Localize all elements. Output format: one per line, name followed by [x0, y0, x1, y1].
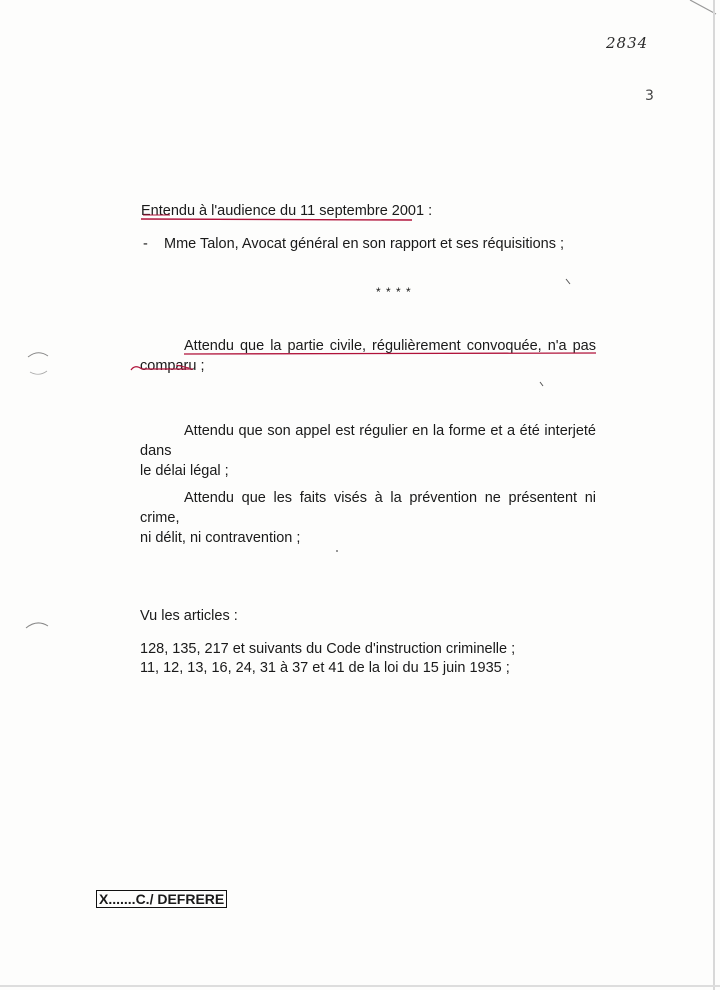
consideration-line: Attendu que les faits visés à la prévention ne présentent ni crime,	[140, 490, 596, 526]
list-bullet: -	[143, 236, 148, 252]
speck-mark	[336, 550, 338, 552]
speck-mark	[540, 382, 543, 386]
consideration-line: Attendu que la partie civile, régulièrement convoquée, n'a pas	[184, 338, 596, 354]
consideration-paragraph	[140, 336, 596, 376]
section-separator: * * * *	[376, 285, 412, 299]
consideration-paragraph	[140, 421, 596, 481]
handwritten-reference: 2834	[606, 34, 649, 52]
attendee-line: Mme Talon, Avocat général en son rapport et ses réquisitions ;	[164, 236, 565, 252]
consideration-line: le délai légal ;	[140, 463, 229, 479]
punch-hole-mark	[26, 623, 48, 628]
punch-hole-mark	[28, 353, 48, 357]
punch-hole-mark	[30, 371, 47, 374]
page-number: 3	[645, 88, 654, 104]
articles-heading: Vu les articles :	[140, 608, 238, 624]
consideration-line: Attendu que son appel est régulier en la forme et a été interjeté dans	[140, 423, 596, 459]
consideration-line: comparu ;	[140, 358, 205, 374]
article-item: 11, 12, 13, 16, 24, 31 à 37 et 41 de la loi du 15 juin 1935 ;	[140, 660, 510, 676]
consideration-paragraph	[140, 488, 596, 548]
hearing-heading: Entendu à l'audience du 11 septembre 2001 :	[141, 203, 433, 219]
case-reference-box: X.......C./ DEFRERE	[96, 890, 227, 908]
article-item: 128, 135, 217 et suivants du Code d'instruction criminelle ;	[140, 641, 516, 657]
corner-fold-mark	[690, 0, 716, 14]
speck-mark	[566, 279, 570, 284]
consideration-line: ni délit, ni contravention ;	[140, 530, 301, 546]
